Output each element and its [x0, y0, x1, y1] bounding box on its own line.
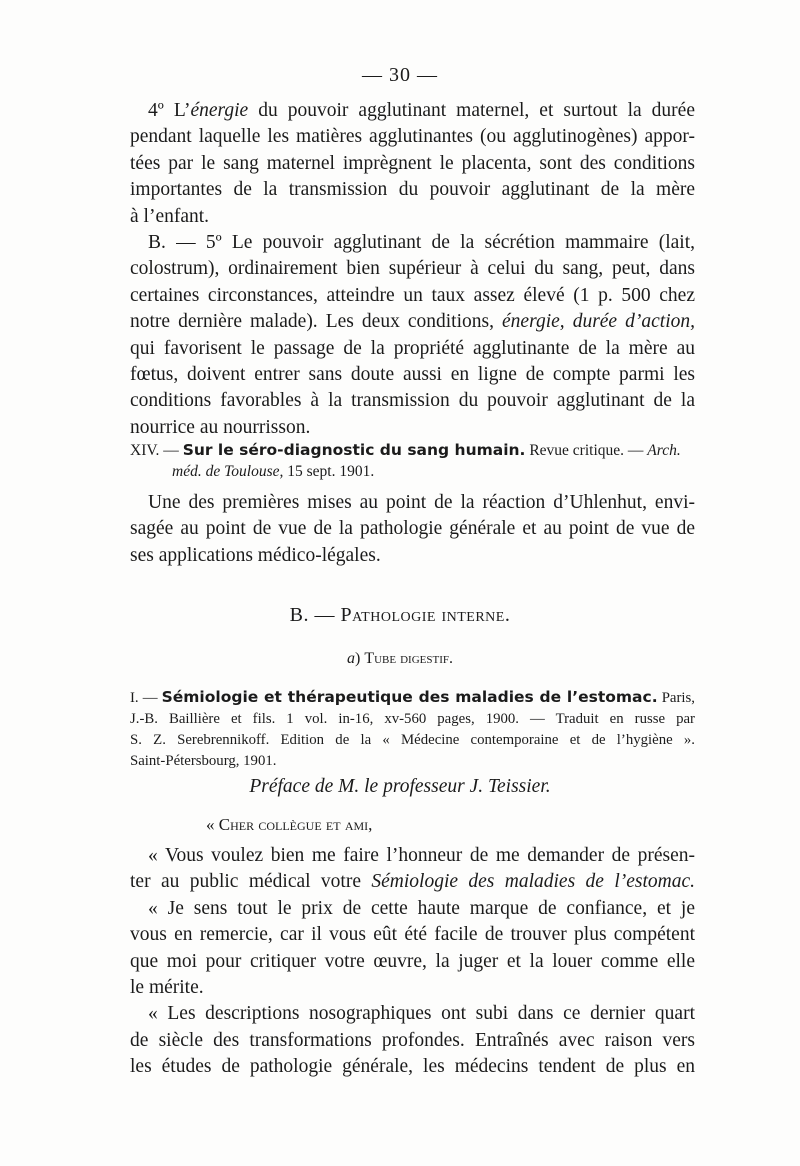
text-line: ter au public médical votre Sémiologie des maladies de l’estomac. [130, 871, 696, 893]
text-line: B. — 5º Le pouvoir agglutinant de la sécrétion mammaire (lait, [148, 232, 695, 253]
bibliography-entry-i [130, 687, 695, 772]
paragraph-energie [130, 98, 695, 230]
text-line: fœtus, doivent entrer sans doute aussi en ligne de compte parmi les [130, 364, 695, 386]
text-line: qui favorisent le passage de la propriété agglutinante de la mère au [130, 337, 695, 359]
entry-line: I. — Sémiologie et thérapeutique des maladies de l’estomac. Paris, [130, 688, 695, 706]
text-line: « Les descriptions nosographiques ont subi dans ce dernier quart [148, 1003, 695, 1025]
text-line: pendant laquelle les matières agglutinantes (ou agglutinogènes) appor- [130, 126, 695, 148]
section-heading: B. — Pathologie interne. [289, 604, 511, 626]
text-line: tées par le sang maternel imprègnent le placenta, sont des conditions [130, 152, 695, 174]
text-line: 4º L’énergie du pouvoir agglutinant maternel, et surtout la durée [148, 100, 695, 121]
paragraph-secretion-mammaire [130, 230, 695, 441]
text-line: nourrice au nourrisson. [130, 416, 311, 438]
entry-line: XIV. — Sur le séro-diagnostic du sang humain. Revue critique. — Arch. [130, 441, 681, 459]
text-line: « Je sens tout le prix de cette haute marque de confiance, et je [148, 897, 695, 919]
subsection-heading: a) Tube digestif. [347, 650, 453, 667]
entry-title: Sémiologie et thérapeutique des maladies de l’estomac. [161, 688, 658, 706]
bibliography-entry-xiv [130, 440, 695, 482]
text-line: conditions favorables à la transmission du pouvoir agglutinant de la [130, 390, 695, 412]
salutation: « Cher collègue et ami, [206, 815, 373, 834]
text-line: que moi pour critiquer votre œuvre, la juger et la louer comme elle [130, 950, 695, 972]
text-line: vous en remercie, car il vous eût été facile de trouver plus compétent [130, 924, 695, 946]
text-line: le mérite. [130, 977, 204, 999]
page-number: — 30 — [362, 64, 438, 86]
text-line: ses applications médico-légales. [130, 544, 381, 566]
preface-heading: Préface de M. le professeur J. Teissier. [249, 776, 551, 797]
letter-body [130, 843, 695, 1081]
entry-line: J.-B. Baillière et fils. 1 vol. in-16, xv-560 pages, 1900. — Traduit en russe par [130, 711, 695, 727]
text-line: notre dernière malade). Les deux conditions, énergie, durée d’action, [130, 311, 695, 333]
entry-line: méd. de Toulouse, 15 sept. 1901. [172, 463, 375, 480]
entry-title: Sur le séro-diagnostic du sang humain. [182, 441, 526, 459]
text-line: les études de pathologie générale, les médecins tendent de plus en [130, 1056, 695, 1078]
text-line: importantes de la transmission du pouvoir agglutinant de la mère [130, 179, 695, 201]
text-line: « Vous voulez bien me faire l’honneur de me demander de présen- [148, 845, 695, 866]
text-line: à l’enfant. [130, 205, 210, 227]
text-line: de siècle des transformations profondes. Entraînés avec raison vers [130, 1029, 695, 1051]
entry-line: S. Z. Serebrennikoff. Edition de la « Médecine contemporaine et de l’hygiène ». [130, 732, 695, 748]
paragraph-uhlenhut [130, 490, 695, 569]
entry-line: Saint-Pétersbourg, 1901. [130, 753, 277, 769]
text-line: Une des premières mises au point de la réaction d’Uhlenhut, envi- [148, 492, 695, 513]
text-line: colostrum), ordinairement bien supérieur à celui du sang, peut, dans [130, 258, 695, 280]
text-line: sagée au point de vue de la pathologie générale et au point de vue de [130, 518, 695, 540]
text-line: certaines circonstances, atteindre un taux assez élevé (1 p. 500 chez [130, 284, 695, 306]
